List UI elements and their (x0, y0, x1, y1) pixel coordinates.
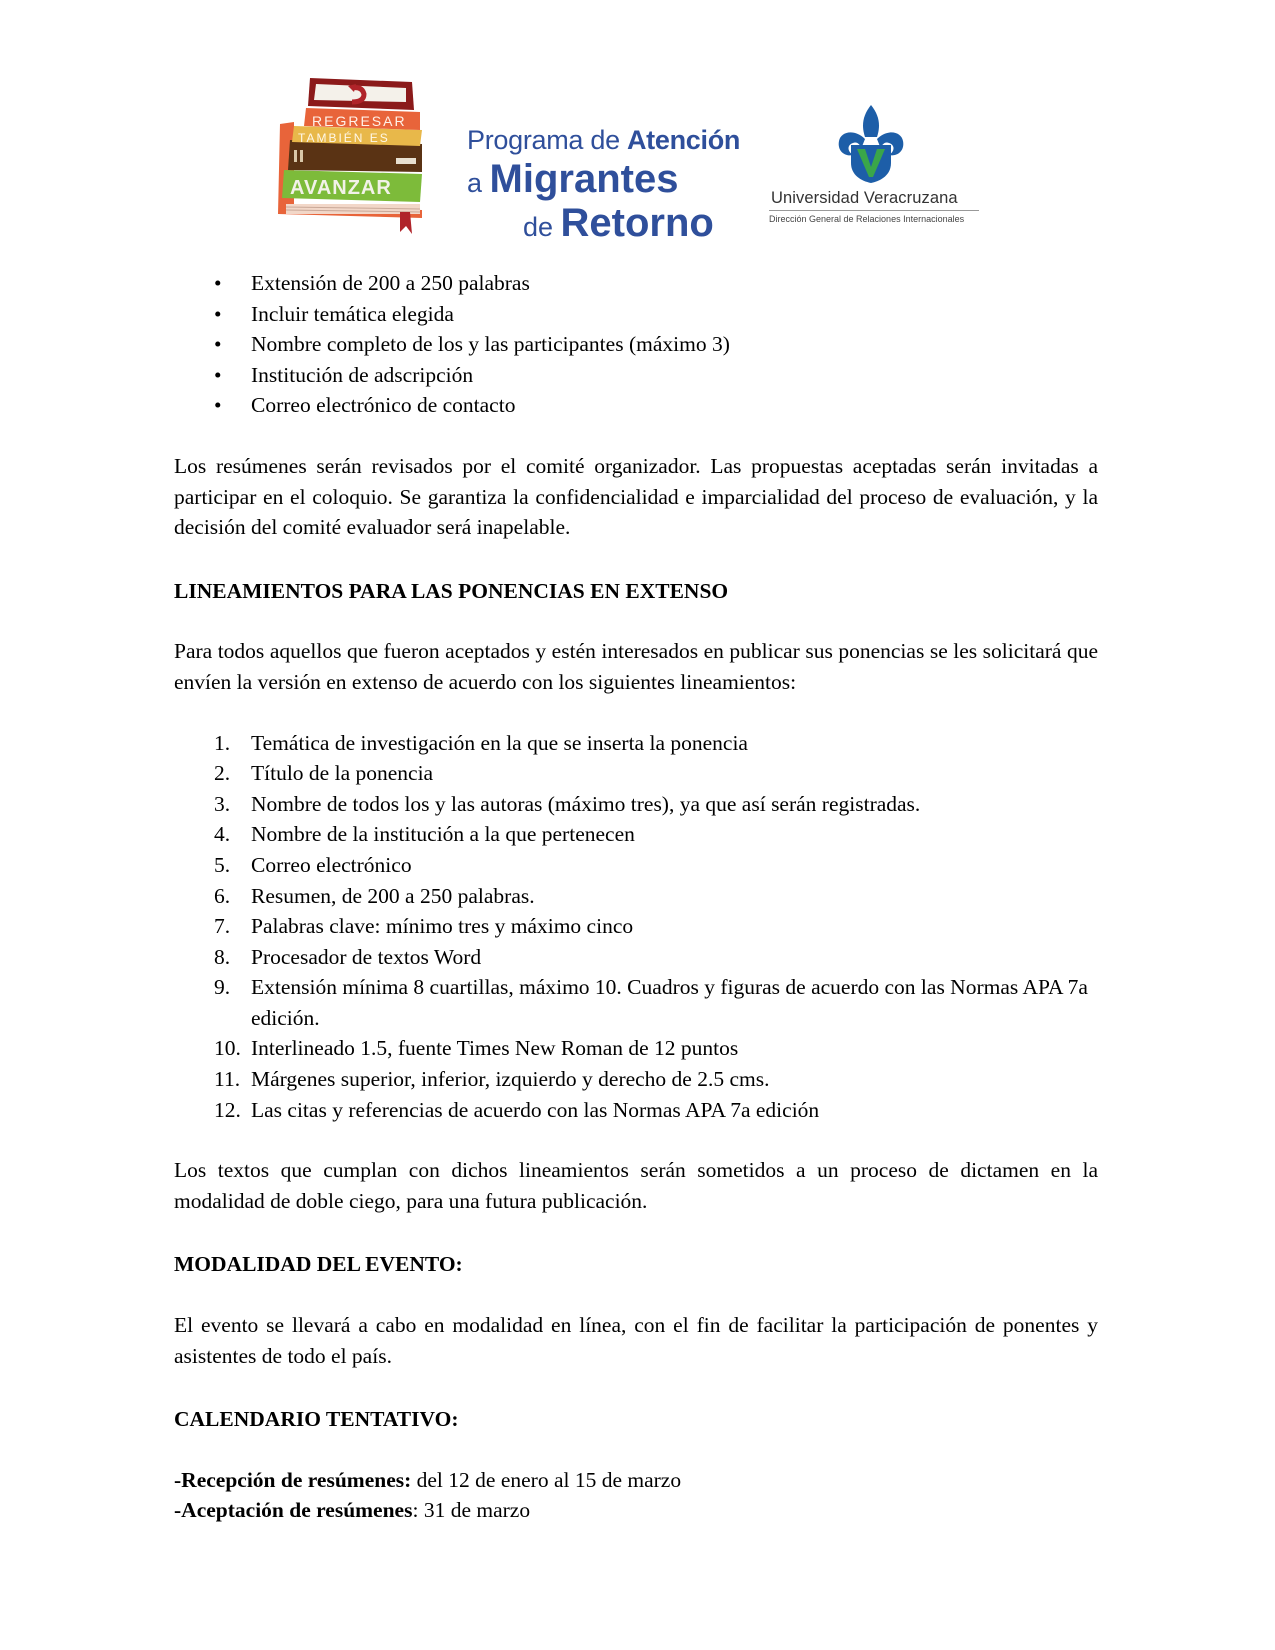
list-item: • Correo electrónico de contacto (174, 390, 1098, 421)
list-item: 9. Extensión mínima 8 cuartillas, máximo 10. Cuadros y figuras de acuerdo con las Normas APA 7a edición. (214, 975, 1088, 1030)
list-item: • Extensión de 200 a 250 palabras (174, 268, 1098, 299)
bullet-icon: • (214, 301, 222, 326)
university-subtitle: Dirección General de Relaciones Internacionales (769, 214, 965, 224)
university-logo (765, 105, 995, 235)
university-divider (769, 210, 979, 211)
program-title-line2: a (467, 168, 490, 198)
review-paragraph: Los resúmenes serán revisados por el comité organizador. Las propuestas aceptadas serán invitadas a participar en el coloquio. Se garantiza la confidencialidad e imparcialidad del proceso de evaluación, y la decisión del comité evaluador será inapelable. (174, 453, 1098, 540)
program-title-line1-bold: Atención (626, 125, 741, 155)
program-title-line3: de (523, 212, 561, 242)
program-title-line1: Programa de (467, 125, 627, 155)
bullet-icon: • (214, 271, 222, 295)
guidelines-closing: Los textos que cumplan con dichos lineamientos serán sometidos a un proceso de dictamen en la modalidad de doble ciego, para una futura publicación. (174, 1158, 1098, 1213)
modality-heading: MODALIDAD DEL EVENTO: (174, 1252, 463, 1277)
bullet-icon: • (214, 332, 222, 357)
list-item: 8. Procesador de textos Word (214, 944, 482, 969)
guidelines-heading: LINEAMIENTOS PARA LAS PONENCIAS EN EXTENSO (174, 578, 729, 603)
program-title-line2-bold: Migrantes (489, 157, 679, 201)
abstract-requirements-list (174, 268, 1098, 421)
fleur-de-lis-v-icon (765, 105, 995, 187)
university-name: Universidad Veracruzana (771, 189, 958, 207)
list-item: • Incluir temática elegida (174, 299, 1098, 330)
list-item: 10. Interlineado 1.5, fuente Times New Roman de 12 puntos (214, 1036, 739, 1061)
list-item: 1. Temática de investigación en la que se inserta la ponencia (214, 730, 748, 755)
calendar-entry-acceptance: -Aceptación de resúmenes: 31 de marzo (174, 1498, 531, 1523)
program-title-line3-bold: Retorno (560, 201, 714, 245)
bullet-icon: • (214, 362, 222, 387)
list-item: 11. Márgenes superior, inferior, izquierdo y derecho de 2.5 cms. (214, 1067, 770, 1092)
guidelines-intro: Para todos aquellos que fueron aceptados y estén interesados en publicar sus ponencias se les solicitará que envíen la versión en extenso de acuerdo con los siguientes lineamientos: (174, 639, 1098, 694)
svg-text:TAMBIÉN ES: TAMBIÉN ES (298, 131, 390, 145)
document-header (0, 0, 1275, 250)
modality-text: El evento se llevará a cabo en modalidad en línea, con el fin de facilitar la participación de ponentes y asistentes de todo el país. (174, 1313, 1098, 1368)
list-item: 12. Las citas y referencias de acuerdo con las Normas APA 7a edición (214, 1097, 820, 1122)
bullet-icon: • (214, 393, 222, 418)
svg-text:REGRESAR: REGRESAR (312, 113, 407, 129)
list-item: 4. Nombre de la institución a la que pertenecen (214, 822, 635, 847)
list-item: 2. Título de la ponencia (214, 761, 434, 786)
list-item: 3. Nombre de todos los y las autoras (máximo tres), ya que así serán registradas. (214, 791, 921, 816)
list-item: 7. Palabras clave: mínimo tres y máximo cinco (214, 914, 634, 939)
list-item: • Nombre completo de los y las participantes (máximo 3) (174, 329, 1098, 360)
guidelines-list (174, 728, 1098, 1126)
stacked-books-logo-icon (272, 76, 430, 236)
svg-text:AVANZAR: AVANZAR (290, 177, 392, 199)
document-body (174, 268, 1098, 1526)
list-item: 5. Correo electrónico (214, 852, 412, 877)
list-item: • Institución de adscripción (174, 360, 1098, 391)
calendar-entry-reception: -Recepción de resúmenes: del 12 de enero al 15 de marzo (174, 1467, 682, 1492)
calendar-heading: CALENDARIO TENTATIVO: (174, 1407, 459, 1432)
list-item: 6. Resumen, de 200 a 250 palabras. (214, 883, 535, 908)
